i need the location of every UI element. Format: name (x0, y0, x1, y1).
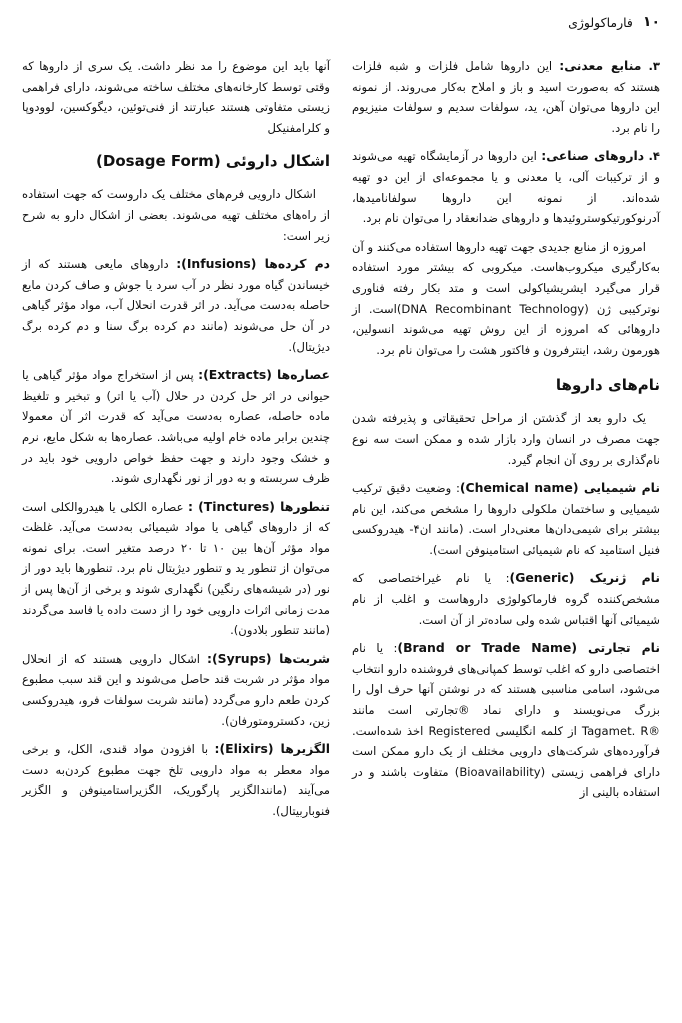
drug-names-intro: یک دارو بعد از گذشتن از مراحل تحقیقاتی و پذیرفته شدن جهت مصرف در انسان وارد بازار شده و ممکن است سه نوع نام‌گذاری بر روی آن انجام گیرد. (352, 411, 660, 467)
term-infusions: دم کرده‌ها (Infusions): (176, 256, 331, 272)
term-brand-name: نام تجارتی (Brand or Trade Name) (397, 640, 660, 656)
generic-name-paragraph: نام ژنریک (Generic): یا نام غیراختصاصی که مشخص‌کننده گروه فارماکولوژی داروهاست و اغلب از نام شیمیائی آنها اقتباس شده ولی ساده‌تر از آن است. (352, 570, 660, 627)
dosage-intro: اشکال دارویی فرم‌های مختلف یک داروست که جهت استفاده از راه‌های مختلف تهیه می‌شوند. بعضی از اشکال دارو به شرح زیر است: (22, 187, 330, 243)
section-heading-dosage-form: اشکال داروئی (Dosage Form) (96, 152, 330, 171)
item-mineral-sources: ۳. منابع معدنی: این داروها شامل فلزات و شبه فلزات هستند که به‌صورت اسید و باز و املاح به‌کار می‌روند. از نمونه این داروها می‌توان آهن، ید، سولفات سدیم و سولفات منیزیوم را نام برد. (352, 58, 660, 135)
elixirs-paragraph: الگزیرها (Elixirs): با افزودن مواد قندی، الکل، و برخی مواد معطر به مواد دارویی تلخ جهت مطبوع کردن‌به دست می‌آیند (مانندالگزیر پارگوریک، الگزیراستامینوفن و الگزیر فنوباربیتال). (22, 741, 330, 818)
item-synthetic-drugs: ۴. داروهای صناعی: این داروها در آزمایشگاه تهیه می‌شوند و از ترکیبات آلی، یا معدنی و یا مجموعه‌ای از این دو تهیه شده‌اند. از نمونه این داروها سولفانامیدها، آدرنوکورتیکوستروئیدها و داروهای ضدانعقاد را می‌توان نام برد. (352, 148, 660, 226)
syrups-paragraph: شربت‌ها (Syrups): اشکال دارویی هستند که از انحلال مواد مؤثر در شربت قند حاصل می‌شوند و این قند سبب مطبوع کردن طعم دارو می‌گردد (مانند شربت سولفات فرو، هیدروکسی زین، دکسترومتورفان). (22, 650, 331, 728)
left-column (22, 56, 330, 1015)
term-mineral-sources: منابع معدنی: (559, 58, 642, 73)
right-column (352, 56, 660, 1015)
term-extracts: عصاره‌ها (Extracts): (198, 367, 331, 383)
term-syrups: شربت‌ها (Syrups): (207, 650, 331, 666)
section-heading-drug-names: نام‌های داروها (555, 376, 660, 395)
term-synthetic-drugs: داروهای صناعی: (541, 148, 645, 164)
tinctures-paragraph: تنطورها (Tinctures) : عصاره الکلی یا هیدروالکلی است که از داروهای گیاهی یا مواد شیمیائی به‌دست می‌آید. غلظت مواد مؤثر آن‌ها بین ۱۰ تا ۲۰ درصد متغیر است. برای نمونه می‌توان از تنطور ید و تنطور دیژیتال نام برد. تنطورها باید دور از نور (در شیشه‌های رنگین) نگهداری شوند و برخی از آن‌ها پس از مدت زمانی اثرات دارویی خود را از دست داده یا فاسد می‌گردند (مانند تنطور بلادون). (22, 498, 331, 638)
infusions-paragraph: دم کرده‌ها (Infusions): داروهای مایعی هستند که از خیساندن گیاه مورد نظر در آب سرد یا جوش و صاف کردن مایع حاصله به‌دست می‌آید. در اثر قدرت انحلال آب، مواد مؤثر گیاهی در آن حل می‌شوند (مانند دم کرده برگ سنا و دم کرده برگ دیژیتال). (22, 256, 331, 354)
term-tinctures: تنطورها (Tinctures) : (188, 498, 331, 514)
term-chemical-name: نام شیمیایی (Chemical name) (459, 480, 660, 496)
term-generic-name: نام ژنریک (Generic) (509, 570, 660, 586)
page-header (22, 10, 660, 34)
chemical-name-paragraph: نام شیمیایی (Chemical name): وضعیت دقیق ترکیب شیمیایی و ساختمان ملکولی داروها را مشخص می‌کند، این نام بیشتر برای شیمی‌دان‌ها معنی‌دار است. (مانند ان۴- هیدروکسی فنیل استامید که نام شیمیائی استامینوفن است). (352, 480, 660, 557)
bioavailability-continuation: آنها باید این موضوع را مد نظر داشت. یک سری از داروها که وقتی توسط کارخانه‌های مختلف ساخته می‌شوند، دارای فراهمی زیستی متفاوتی هستند عبارتند از فنی‌توئین، دیگوکسین، لوودوپا و کلرامفنیکل (22, 59, 330, 135)
running-title: فارماکولوژی (568, 14, 633, 30)
extracts-paragraph: عصاره‌ها (Extracts): پس از استخراج مواد مؤثر گیاهی یا حیوانی در اثر حل کردن در حلال (آب یا اتر) و تبخیر و تلغیظ ماده حاصله، عصاره به‌دست می‌آید که قدرت اثر آن معمولا چندین برابر ماده خام اولیه می‌باشد. عصاره‌ها به شکل مایع، نرم و خشک وجود دارند و جهت حفظ خواص دارویی خود باید در ظرف سربسته و به دور از نور نگهداری شوند. (22, 367, 331, 486)
brand-name-paragraph: نام تجارتی (Brand or Trade Name): یا نام اختصاصی دارو که اغلب توسط کمپانی‌های فروشنده دارو انتخاب می‌شود، اسامی مناسبی هستند که در نوشتن آنها حرف اول را بزرگ می‌نویسند و دارای نماد ®تجارتی است مانند ®Tagamet. R از کلمه انگلیسی Registered اخذ شده‌است. فرآورده‌های شرکت‌های دارویی مختلف از یک دارو ممکن است دارای فراهمی زیستی (Bioavailability) متفاوت باشند و در استفاده بالینی از (352, 640, 660, 800)
page-number: ۱۰ (642, 14, 660, 30)
term-elixirs: الگزیرها (Elixirs): (214, 741, 330, 757)
biotech-paragraph: امروزه از منابع جدیدی جهت تهیه داروها استفاده می‌کنند و آن به‌کارگیری میکروب‌هاست. میکروبی که بیشتر مورد استفاده قرار می‌گیرد ایشریشیاکولی است و متد بکار رفته فناوری نوترکیبی ژن (DNA Recombinant Technology)است. از داروهائی که امروزه از این روش تهیه می‌شوند انسولین، هورمون رشد، اینترفرون و فاکتور هشت را می‌توان نام برد. (352, 239, 660, 357)
